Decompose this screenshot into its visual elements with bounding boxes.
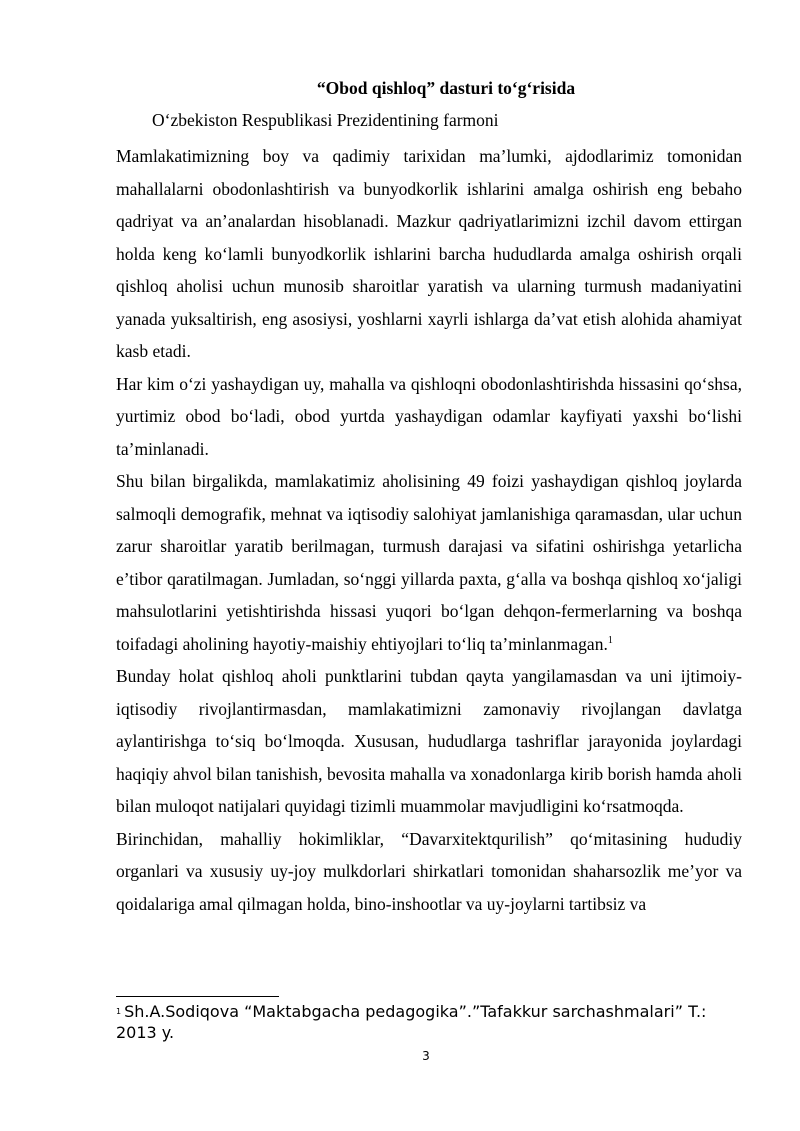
footnote-separator (116, 996, 279, 997)
document-subtitle: O‘zbekiston Respublikasi Prezidentining farmoni (152, 110, 499, 130)
document-title: “Obod qishloq” dasturi to‘g‘risida (316, 78, 576, 98)
footnote-text: Sh.A.Sodiqova “Maktabgacha pedagogika”.”Tafakkur sarchashmalari” T.: 2013 y. (116, 1002, 707, 1042)
paragraph-4: Bunday holat qishloq aholi punktlarini tubdan qayta yangilamasdan va uni ijtimoiy-iqtisodiy rivojlantirmasdan, mamlakatimizni zamonaviy rivojlangan davlatga aylantirishga to‘siq bo‘lmoqda. Xususan, hududlarga tashriflar jarayonida joylardagi haqiqiy ahvol bilan tanishish, bevosita mahalla va xonadonlarga kirib borish hamda aholi bilan muloqot natijalari quyidagi tizimli muammolar mavjudligini ko‘rsatmoqda. (116, 666, 742, 816)
footnote (116, 1001, 726, 1043)
page-number: 3 (422, 1049, 430, 1063)
paragraph-3 (116, 465, 742, 660)
paragraph-2: Har kim o‘zi yashaydigan uy, mahalla va qishloqni obodonlashtirishda hissasini qo‘shsa, yurtimiz obod bo‘ladi, obod yurtda yashaydigan odamlar kayfiyati yaxshi bo‘lishi ta’minlanadi. (116, 373, 742, 459)
footnote-reference[interactable]: 1 (607, 634, 613, 646)
document-body (116, 140, 742, 920)
paragraph-3-text: Shu bilan birgalikda, mamlakatimiz aholisining 49 foizi yashaydigan qishloq joylarda salmoqli demografik, mehnat va iqtisodiy salohiyat jamlanishiga qaramasdan, ular uchun zarur sharoitlar yaratib berilmagan, turmush darajasi va sifatini oshirishga yetarlicha e’tibor qaratilmagan. Jumladan, so‘nggi yillarda paxta, g‘alla va boshqa qishloq xo‘jaligi mahsulotlarini yetishtirishda hissasi yuqori bo‘lgan dehqon-fermerlarning va boshqa toifadagi aholining hayotiy-maishiy ehtiyojlari to‘liq ta’minlanmagan. (116, 471, 742, 654)
footnote-mark: 1 (116, 1007, 122, 1016)
paragraph-1: Mamlakatimizning boy va qadimiy tarixidan ma’lumki, ajdodlarimiz tomonidan mahallalarni obodonlashtirish va bunyodkorlik ishlarini amalga oshirish eng bebaho qadriyat va an’analardan hisoblanadi. Mazkur qadriyatlarimizni izchil davom ettirgan holda keng ko‘lamli bunyodkorlik ishlarini barcha hududlarda amalga oshirish orqali qishloq aholisi uchun munosib sharoitlar yaratish va ularning turmush madaniyatini yanada yuksaltirish, eng asosiysi, yoshlarni xayrli ishlarga da’vat etish alohida ahamiyat kasb etadi. (116, 146, 742, 361)
paragraph-5: Birinchidan, mahalliy hokimliklar, “Davarxitektqurilish” qo‘mitasining hududiy organlari va xususiy uy-joy mulkdorlari shirkatlari tomonidan shaharsozlik me’yor va qoidalariga amal qilmagan holda, bino-inshootlar va uy-joylarni tartibsiz va (116, 828, 742, 914)
